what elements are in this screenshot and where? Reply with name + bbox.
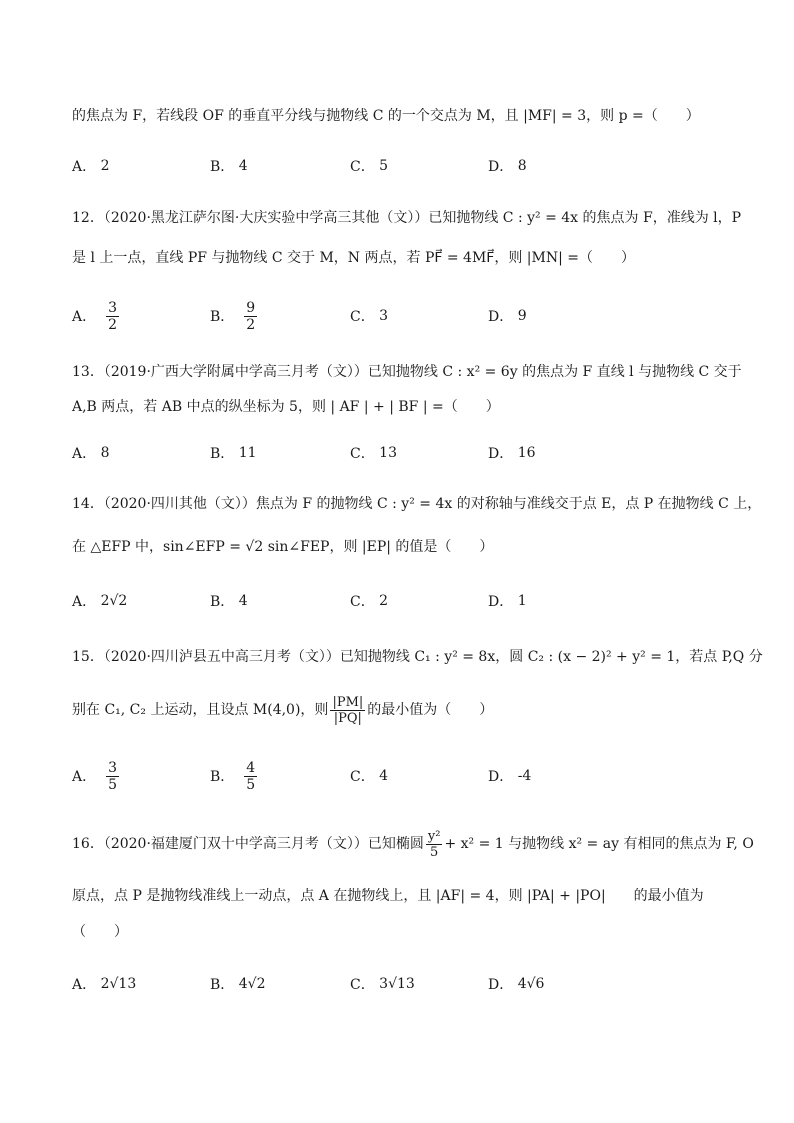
option-letter: A． <box>72 309 97 325</box>
question-15-options <box>72 756 732 796</box>
option-letter: B． <box>210 594 235 610</box>
option-text: 2√13 <box>100 976 137 992</box>
option-d[interactable] <box>488 433 536 473</box>
question-16-stem-line-2: 原点，点 P 是抛物线准线上一动点，点 A 在抛物线上，且 |AF| = 4，则 |PA| + |PO| 的最小值为 <box>72 888 704 904</box>
stem-text: 别在 C₁, C₂ 上运动，且设点 M(4,0)，则 <box>72 702 329 718</box>
question-16-stem-line-3: （ ） <box>72 924 128 940</box>
option-letter: C． <box>350 159 375 175</box>
option-letter: A． <box>72 159 97 175</box>
option-text: 1 <box>517 593 527 609</box>
option-letter: D． <box>488 159 514 175</box>
option-b[interactable] <box>210 756 257 796</box>
question-16-options <box>72 964 732 1004</box>
option-text: 4√6 <box>517 976 545 992</box>
option-letter: B． <box>210 977 235 993</box>
option-c[interactable] <box>350 964 415 1004</box>
option-text: 13 <box>379 445 397 461</box>
fraction-numerator: 9 <box>246 299 256 316</box>
option-letter: C． <box>350 977 375 993</box>
question-12-options <box>72 296 732 336</box>
option-b[interactable] <box>210 296 257 336</box>
option-a[interactable] <box>72 296 119 336</box>
option-a[interactable] <box>72 756 119 796</box>
option-letter: B． <box>210 446 235 462</box>
stem-text: 的最小值为（ ） <box>367 702 494 718</box>
option-a[interactable] <box>72 581 127 621</box>
option-d[interactable] <box>488 964 544 1004</box>
option-b[interactable] <box>210 433 257 473</box>
question-14-options <box>72 581 732 621</box>
option-text: 4√2 <box>238 976 266 992</box>
fraction-numerator: 3 <box>108 759 118 776</box>
option-text: 4 <box>238 593 248 609</box>
fraction-numerator: y² <box>427 828 441 844</box>
option-text: 4 <box>379 768 389 784</box>
fraction-denominator: 2 <box>246 316 256 333</box>
fraction-numerator: |PM| <box>332 694 364 710</box>
option-letter: D． <box>488 446 514 462</box>
question-13-stem-line-1: 13．（2019·广西大学附属中学高三月考（文））已知抛物线 C : x² = 6y 的焦点为 F 直线 l 与抛物线 C 交于 <box>72 364 742 380</box>
option-letter: C． <box>350 309 375 325</box>
stem-text: 16．（2020·福建厦门双十中学高三月考（文））已知椭圆 <box>72 836 424 852</box>
fraction-denominator: 5 <box>108 776 118 793</box>
question-16-stem-line-1 <box>72 826 754 862</box>
option-a[interactable] <box>72 433 110 473</box>
option-a[interactable] <box>72 964 136 1004</box>
option-text: 2√2 <box>100 593 128 609</box>
option-text: 11 <box>238 445 257 461</box>
option-letter: A． <box>72 769 97 785</box>
option-letter: B． <box>210 159 235 175</box>
option-fraction <box>106 300 119 333</box>
option-text: 4 <box>238 158 248 174</box>
option-d[interactable] <box>488 581 527 621</box>
option-letter: D． <box>488 594 514 610</box>
option-letter: A． <box>72 446 97 462</box>
option-letter: C． <box>350 446 375 462</box>
option-letter: D． <box>488 309 514 325</box>
option-letter: A． <box>72 977 97 993</box>
option-letter: B． <box>210 309 235 325</box>
question-12-stem-line-2: 是 l 上一点，直线 PF 与抛物线 C 交于 M，N 两点，若 PF⃗ = 4MF⃗，则 |MN| =（ ） <box>72 250 636 266</box>
option-c[interactable] <box>350 146 388 186</box>
option-text: 3√13 <box>379 976 415 992</box>
option-letter: A． <box>72 594 97 610</box>
fraction-denominator: |PQ| <box>333 710 362 726</box>
stem-fraction <box>426 829 443 860</box>
option-b[interactable] <box>210 964 266 1004</box>
option-c[interactable] <box>350 433 397 473</box>
option-text: 9 <box>517 308 527 324</box>
option-letter: B． <box>210 769 235 785</box>
question-15-stem-line-1: 15．（2020·四川泸县五中高三月考（文））已知抛物线 C₁ : y² = 8x，圆 C₂ : (x − 2)² + y² = 1，若点 P,Q 分 <box>72 649 763 665</box>
option-text: 5 <box>379 158 389 174</box>
question-15-stem-line-2 <box>72 692 493 728</box>
question-13-options <box>72 433 732 473</box>
question-14-stem-line-1: 14．（2020·四川其他（文））焦点为 F 的抛物线 C : y² = 4x 的对称轴与准线交于点 E，点 P 在抛物线 C 上， <box>72 496 762 512</box>
question-14-stem-line-2: 在 △EFP 中，sin∠EFP = √2 sin∠FEP，则 |EP| 的值是（ ） <box>72 539 494 555</box>
option-text: 16 <box>517 445 536 461</box>
option-text: 2 <box>379 593 389 609</box>
option-letter: C． <box>350 769 375 785</box>
fraction-numerator: 3 <box>108 299 118 316</box>
question-12-stem-line-1: 12．（2020·黑龙江萨尔图·大庆实验中学高三其他（文））已知抛物线 C : y² = 4x 的焦点为 F，准线为 l，P <box>72 210 742 226</box>
stem-text: + x² = 1 与抛物线 x² = ay 有相同的焦点为 F, O <box>444 836 754 852</box>
option-letter: D． <box>488 977 514 993</box>
fraction-numerator: 4 <box>246 759 256 776</box>
option-text: 3 <box>379 308 389 324</box>
option-c[interactable] <box>350 581 388 621</box>
fraction-denominator: 5 <box>246 776 256 793</box>
option-fraction <box>244 300 257 333</box>
option-b[interactable] <box>210 146 248 186</box>
option-letter: D． <box>488 769 514 785</box>
option-fraction <box>244 760 257 793</box>
option-d[interactable] <box>488 146 527 186</box>
question-11-stem-line-1: 的焦点为 F，若线段 OF 的垂直平分线与抛物线 C 的一个交点为 M，且 |MF| = 3，则 p =（ ） <box>72 108 700 124</box>
option-c[interactable] <box>350 756 388 796</box>
option-fraction <box>106 760 119 793</box>
option-d[interactable] <box>488 756 531 796</box>
option-d[interactable] <box>488 296 527 336</box>
stem-fraction <box>330 695 365 726</box>
question-11-options <box>72 146 732 186</box>
option-b[interactable] <box>210 581 248 621</box>
option-text: -4 <box>517 768 532 784</box>
option-text: 8 <box>517 158 527 174</box>
fraction-denominator: 2 <box>108 316 118 333</box>
option-c[interactable] <box>350 296 388 336</box>
option-text: 2 <box>100 158 110 174</box>
option-text: 8 <box>100 445 110 461</box>
option-letter: C． <box>350 594 375 610</box>
option-a[interactable] <box>72 146 110 186</box>
question-13-stem-line-2: A,B 两点，若 AB 中点的纵坐标为 5，则 | AF | + | BF | =（ ） <box>72 399 500 415</box>
fraction-denominator: 5 <box>430 844 439 860</box>
